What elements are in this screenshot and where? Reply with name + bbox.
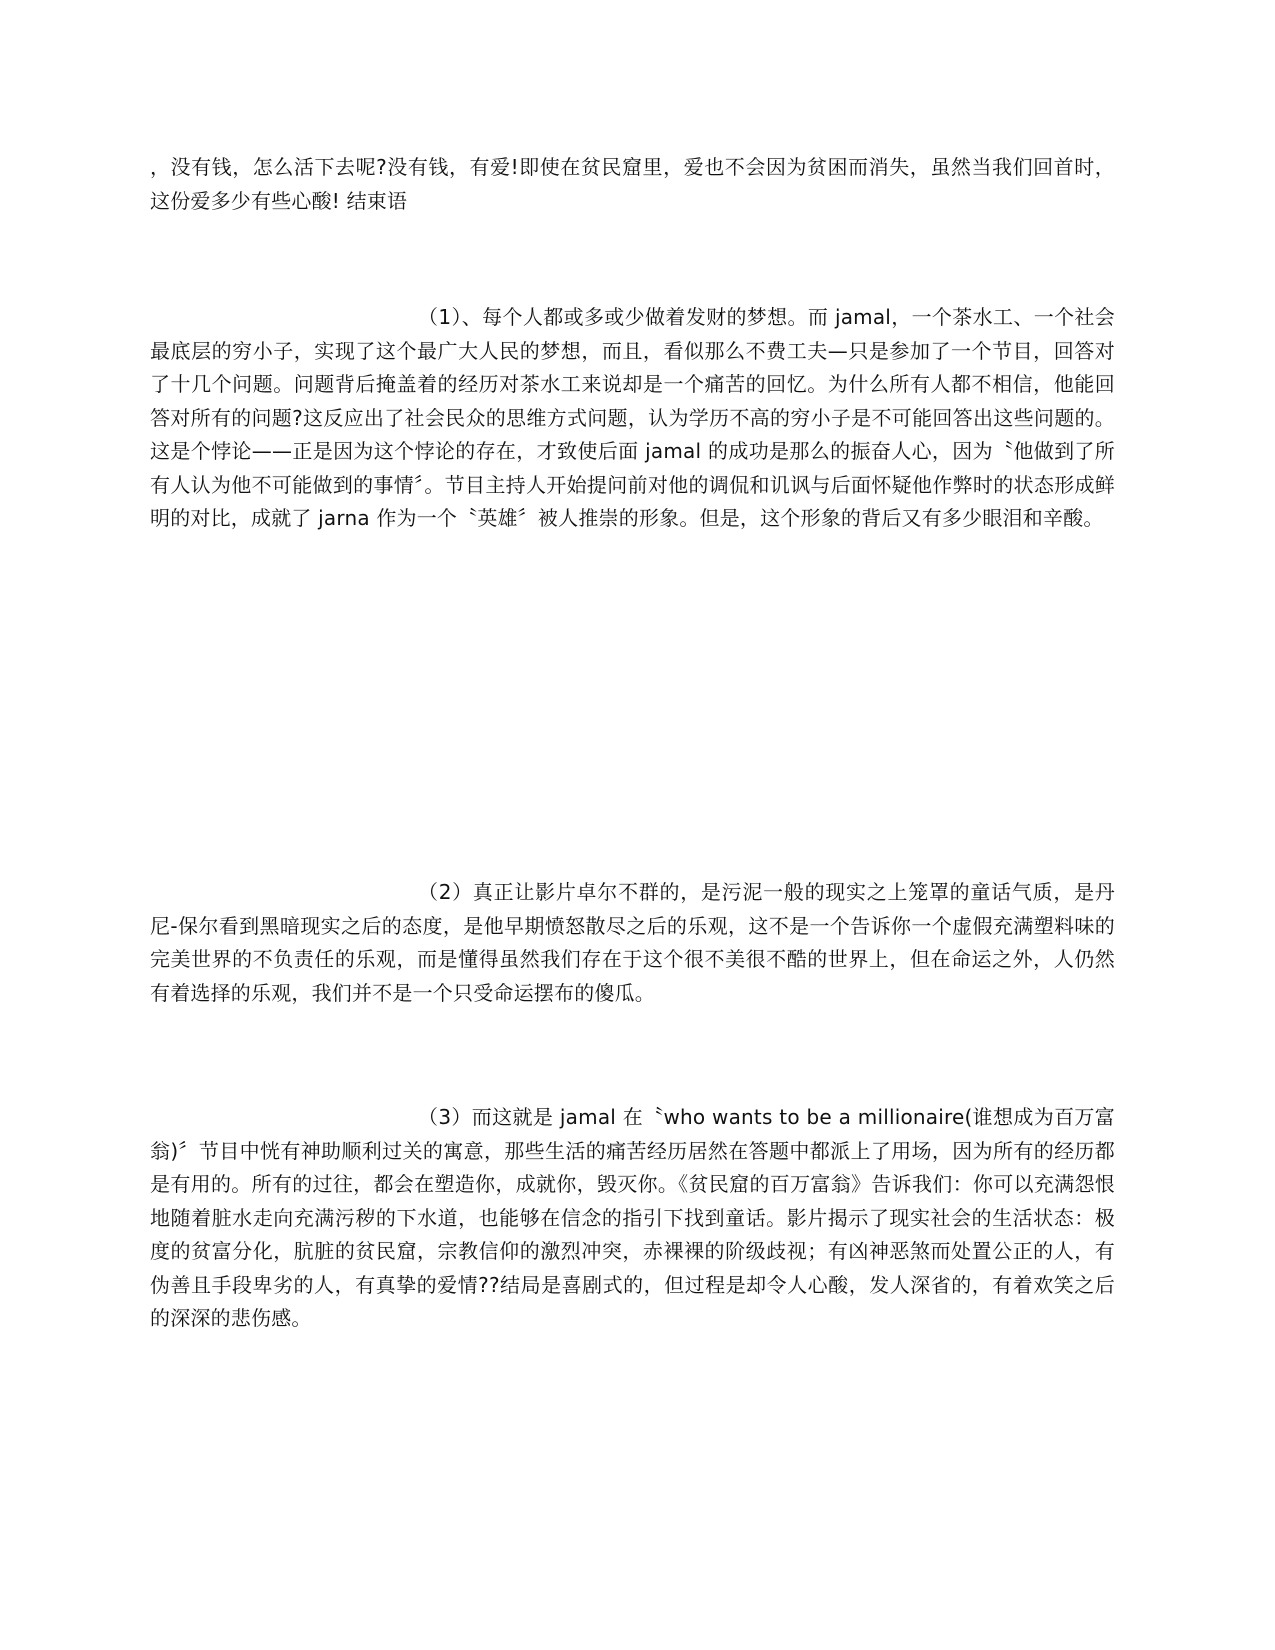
paragraph-3: （3）而这就是 jamal 在〝who wants to be a millionaire(谁想成为百万富翁)〞节目中恍有神助顺利过关的寓意，那些生活的痛苦经历居然在答题中都派上了用场，因为所有的经历都是有用的。所有的过往，都会在塑造你，成就你，毁灭你。《贫民窟的百万富翁》告诉我们：你可以充满怨恨地随着脏水走向充满污秽的下水道，也能够在信念的指引下找到童话。影片揭示了现实社会的生活状态：极度的贫富分化，肮脏的贫民窟，宗教信仰的激烈冲突，赤裸裸的阶级歧视；有凶神恶煞而处置公正的人，有伪善且手段卑劣的人，有真挚的爱情??结局是喜剧式的，但过程是却令人心酸，发人深省的，有着欢笑之后的深深的悲伤感。 bbox=[150, 1105, 1115, 1330]
paragraph-2: （2）真正让影片卓尔不群的，是污泥一般的现实之上笼罩的童话气质，是丹尼-保尔看到黑暗现实之后的态度，是他早期愤怒散尽之后的乐观，这不是一个告诉你一个虚假充满塑料味的完美世界的不负责任的乐观，而是懂得虽然我们存在于这个很不美很不酷的世界上，但在命运之外，人仍然有着选择的乐观，我们并不是一个只受命运摆布的傻瓜。 bbox=[150, 880, 1115, 1005]
paragraph-intro: ，没有钱，怎么活下去呢?没有钱，有爱!即使在贫民窟里，爱也不会因为贫困而消失，虽然当我们回首时，这份爱多少有些心酸! 结束语 bbox=[150, 155, 1115, 213]
paragraph-1: （1）、每个人都或多或少做着发财的梦想。而 jamal，一个茶水工、一个社会最底层的穷小子，实现了这个最广大人民的梦想，而且，看似那么不费工夫—只是参加了一个节目，回答对了十几个问题。问题背后掩盖着的经历对茶水工来说却是一个痛苦的回忆。为什么所有人都不相信，他能回答对所有的问题?这反应出了社会民众的思维方式问题，认为学历不高的穷小子是不可能回答出这些问题的。这是个悖论——正是因为这个悖论的存在，才致使后面 jamal 的成功是那么的振奋人心，因为〝他做到了所有人认为他不可能做到的事情〞。节目主持人开始提问前对他的调侃和讥讽与后面怀疑他作弊时的状态形成鲜明的对比，成就了 jarna 作为一个〝英雄〞被人推崇的形象。但是，这个形象的背后又有多少眼泪和辛酸。 bbox=[150, 305, 1115, 530]
